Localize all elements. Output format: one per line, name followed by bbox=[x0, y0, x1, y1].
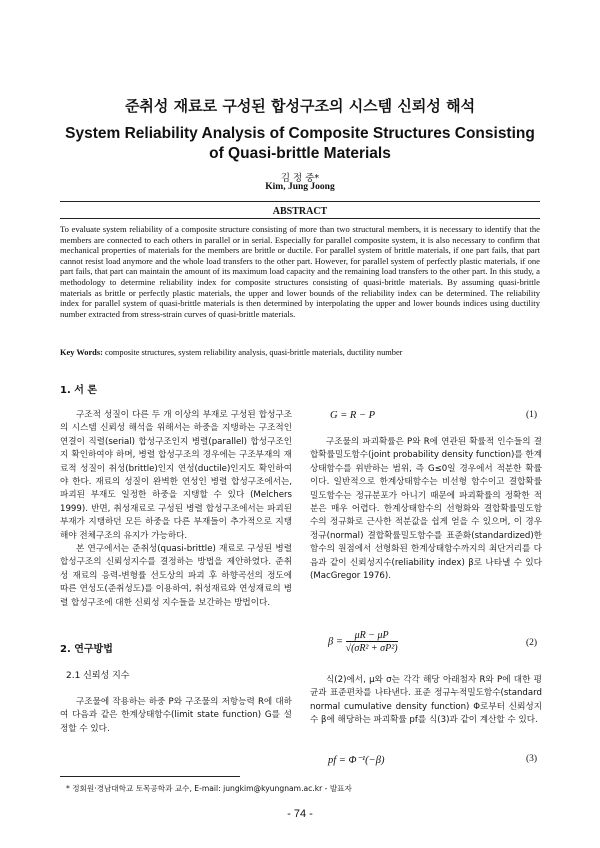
title-korean: 준취성 재료로 구성된 합성구조의 시스템 신뢰성 해석 bbox=[124, 97, 476, 115]
keywords-label: Key Words: bbox=[60, 348, 103, 357]
equation-3: pf = Φ⁻¹(−β) bbox=[328, 755, 385, 766]
left-column-method bbox=[60, 696, 292, 736]
equation-2-denominator: √(σR² + σP²) bbox=[345, 643, 398, 654]
right-paragraph-1: 구조물의 파괴확률은 P와 R에 연관된 확률적 인수들의 결합확률밀도함수(joint probability density function)를 한계상태함수를 위반하는 범위, 즉 G≤0일 경우에서 적분한 확률이다. 일반적으로 한계상태함수는 비선형 함수이고 결합확률밀도함수는 정규분포가 아니기 때문에 파괴확률의 정확한 적분은 매우 어렵다. 한계상태함수의 선형화와 결합확률밀도함수의 정규화로 근사한 적분값을 쉽게 얻을 수 있으며, 이 경우 정규(normal) 결합확률밀도함수를 표준화(standardized)한 함수의 원점에서 선형화된 한계상태함수까지의 최단거리를 다음과 같이 신뢰성지수(reliability index) β로 나타낼 수 있다 (MacGregor 1976). bbox=[310, 437, 542, 582]
intro-paragraph-1: 구조적 성질이 다른 두 개 이상의 부재로 구성된 합성구조의 시스템 신뢰성 해석을 위해서는 하중을 지탱하는 구조적인 연결이 직렬(serial) 합성구조인지 병렬(parallel) 합성구조인지 확인하여야 하며, 병렬 합성구조의 경우에는 구조부재의 재료적 성질이 취성(brittle)인지 연성(ductile)인지도 확인하여야 한다. 재료의 성질이 완벽한 연성인 병렬 합성구조에서는, 파괴된 부재도 일정한 하중을 지탱할 수 있다 (Melchers 1999). 반면, 취성재료로 구성된 병렬 합성구조에서는 파괴된 부재가 지탱하던 모든 하중을 다른 부재들이 추가적으로 지탱해야 전체구조의 유지가 가능하다. bbox=[60, 410, 292, 541]
equation-2-fraction bbox=[346, 630, 398, 654]
equation-2-lhs: β = bbox=[328, 636, 343, 648]
title-english: System Reliability Analysis of Composite Structures Consisting of Quasi-brittle Materials bbox=[65, 125, 535, 162]
author-korean: 김 정 중* bbox=[280, 173, 320, 184]
equation-3-number: (3) bbox=[526, 754, 538, 764]
right-column-text-1 bbox=[310, 436, 542, 583]
section-1-title: 1. 서 론 bbox=[60, 385, 98, 396]
right-column-text-2 bbox=[310, 674, 542, 728]
abstract-rule bbox=[60, 218, 540, 219]
keywords-text: composite structures, system reliability analysis, quasi-brittle materials, ductility number bbox=[104, 348, 403, 357]
top-rule bbox=[60, 201, 540, 202]
abstract-text: To evaluate system reliability of a composite structure consisting of more than two structural members, it is necessary to identify that the members are connected to each others in parallel or in serial. Especially for parallel composite system, it is also necessary to confirm that mechanical properties of materials for the members are brittle or ductile. For parallel system of brittle materials, if one part fails, that part cannot resist load anymore and the whole load transfers to the other part. However, for parallel system of perfectly plastic materials, if one part fails, that part can maintain the amount of its maximum load capacity and the remaining load transfers to the other part. In this study, a methodology to determine reliability index for composite structures consisting of quasi-brittle materials. By assuming quasi-brittle materials as brittle or perfectly plastic materials, the upper and lower bounds of the reliability index can be determined. The reliability index for parallel system of quasi-brittle materials is then determined by interpolating the upper and lower bounds indices using ductility number extracted from stress-strain curves of quasi-brittle materials. bbox=[60, 224, 540, 319]
abstract-heading: ABSTRACT bbox=[272, 206, 328, 217]
keywords bbox=[60, 348, 540, 357]
equation-1-number: (1) bbox=[526, 410, 538, 420]
section-2-title: 2. 연구방법 bbox=[60, 644, 113, 655]
footnote-rule bbox=[60, 776, 240, 777]
author-english: Kim, Jung Joong bbox=[265, 182, 335, 192]
method-paragraph-1: 구조물에 작용하는 하중 P와 구조물의 저항능력 R에 대하여 다음과 같은 한계상태함수(limit state function) G를 설정할 수 있다. bbox=[60, 697, 292, 734]
page-number: - 74 - bbox=[287, 808, 313, 820]
left-column-intro bbox=[60, 409, 292, 610]
right-paragraph-2: 식(2)에서, μ와 σ는 각각 해당 아래첨자 R와 P에 대한 평균과 표준편차를 나타낸다. 표준 정규누적밀도함수(standard normal cumulative density function) Φ로부터 신뢰성지수 β에 해당하는 파괴확률 pf를 식(3)과 같이 계산할 수 있다. bbox=[310, 675, 542, 726]
equation-1: G = R − P bbox=[330, 410, 376, 421]
section-2-1-title: 2.1 신뢰성 지수 bbox=[66, 671, 130, 681]
footnote: * 정회원·경남대학교 토목공학과 교수, E-mail: jungkim@kyungnam.ac.kr - 발표자 bbox=[66, 784, 352, 793]
equation-2-numerator: μR − μP bbox=[346, 630, 398, 642]
equation-2-number: (2) bbox=[526, 638, 538, 648]
intro-paragraph-2: 본 연구에서는 준취성(quasi-brittle) 재료로 구성된 병렬 합성구조의 신뢰성지수를 결정하는 방법을 제안하였다. 준취성 재료의 응력-변형률 선도상의 파괴 후 하향곡선의 정도에 따른 연성도(준취성도)를 이용하여, 취성재료와 연성재료의 병렬 합성구조에 대한 신뢰성 지수들을 보간하는 방법이다. bbox=[60, 544, 292, 608]
equation-2 bbox=[328, 630, 398, 654]
